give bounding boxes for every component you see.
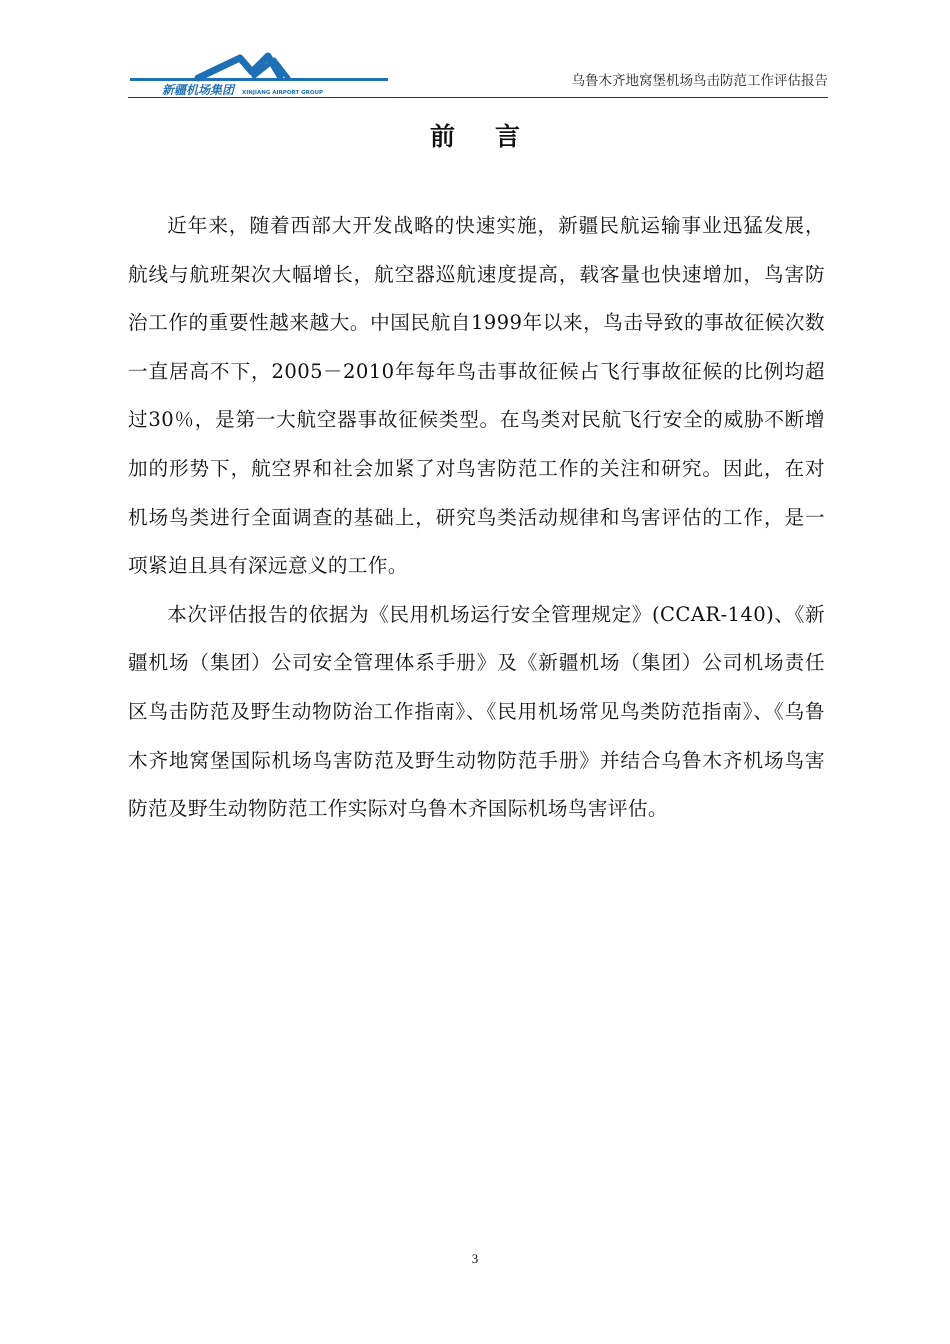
page-title: 前言 [429,122,560,151]
paragraph-background: 近年来，随着西部大开发战略的快速实施，新疆民航运输事业迅猛发展，航线与航班架次大幅增长，航空器巡航速度提高，载客量也快速增加，鸟害防治工作的重要性越来越大。中国民航自1999年以来，鸟击导致的事故征候次数一直居高不下，2005－2010年每年鸟击事故征候占飞行事故征候的比例均超过30％，是第一大航空器事故征候类型。在鸟类对民航飞行安全的威胁不断增加的形势下，航空界和社会加紧了对鸟害防范工作的关注和研究。因此，在对机场鸟类进行全面调查的基础上，研究鸟类活动规律和鸟害评估的工作，是一项紧迫且具有深远意义的工作。 [128,214,825,578]
paragraph-basis: 本次评估报告的依据为《民用机场运行安全管理规定》(CCAR-140)、《新疆机场（集团）公司安全管理体系手册》及《新疆机场（集团）公司机场责任区鸟击防范及野生动物防治工作指南》、《民用机场常见鸟类防范指南》、《乌鲁木齐地窝堡国际机场鸟害防范及野生动物防范手册》并结合乌鲁木齐机场鸟害防范及野生动物防范工作实际对乌鲁木齐国际机场鸟害评估。 [128,602,825,821]
page-header [128,52,828,96]
xinjiang-airport-group-logo [128,52,390,96]
logo-mark-icon [128,52,390,96]
logo-text-en: XINJIANG AIRPORT GROUP [242,90,324,96]
logo-text-cn: 新疆机场集团 [162,83,235,96]
report-title: 乌鲁木齐地窝堡机场鸟击防范工作评估报告 [571,73,828,89]
page-number: 3 [471,1251,479,1266]
body-text [128,202,825,834]
header-divider [128,97,828,98]
